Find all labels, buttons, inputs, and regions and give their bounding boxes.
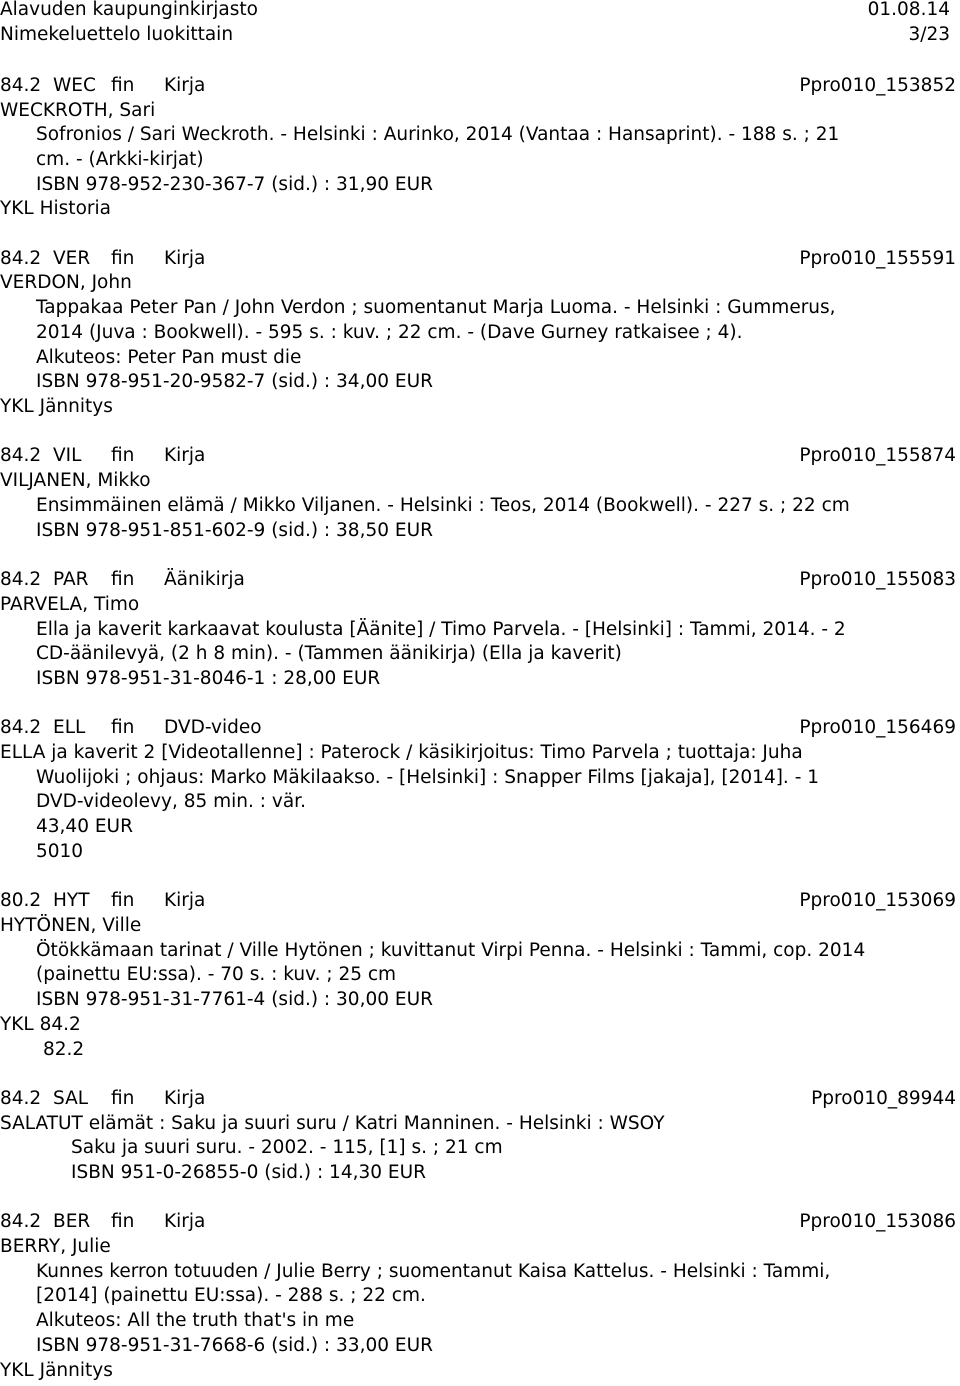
description-line: Saku ja suuri suru. - 2002. - 115, [1] s. ; 21 cm: [71, 1137, 503, 1158]
class-number: 84.2: [0, 445, 42, 466]
record-heading: [0, 1087, 960, 1112]
record-id: Ppro010_156469: [799, 717, 956, 738]
isbn-line: ISBN 978-951-31-8046-1 : 28,00 EUR: [36, 668, 381, 689]
record-id: Ppro010_155083: [799, 569, 956, 590]
library-name: Alavuden kaupunginkirjasto: [0, 0, 258, 20]
record-heading: [0, 247, 960, 272]
ykl-class: YKL Historia: [0, 198, 111, 219]
header-row-1: [0, 0, 960, 23]
author: WECKROTH, Sari: [0, 100, 156, 121]
record-id: Ppro010_155874: [799, 445, 956, 466]
description-line: [2014] (painettu EU:ssa). - 288 s. ; 22 cm.: [36, 1285, 426, 1306]
material-type: DVD-video: [164, 717, 262, 738]
shelf-code: ELL: [53, 717, 86, 738]
author: BERRY, Julie: [0, 1236, 111, 1257]
material-type: Kirja: [164, 890, 206, 911]
class-number: 84.2: [0, 75, 42, 96]
description-line: Ella ja kaverit karkaavat koulusta [Äänite] / Timo Parvela. - [Helsinki] : Tammi, 2014. - 2: [36, 619, 846, 640]
isbn-line: ISBN 978-951-31-7761-4 (sid.) : 30,00 EUR: [36, 989, 433, 1010]
list-title: Nimekeluettelo luokittain: [0, 24, 234, 45]
isbn-line: ISBN 978-952-230-367-7 (sid.) : 31,90 EUR: [36, 174, 433, 195]
title-entry: SALATUT elämät : Saku ja suuri suru / Katri Manninen. - Helsinki : WSOY: [0, 1113, 665, 1134]
material-type: Kirja: [164, 1211, 206, 1232]
print-date: 01.08.14: [867, 0, 950, 20]
record-id: Ppro010_153852: [799, 75, 956, 96]
shelf-code: SAL: [53, 1088, 89, 1109]
material-type: Kirja: [164, 445, 206, 466]
class-number: 84.2: [0, 569, 42, 590]
description-line: Ensimmäinen elämä / Mikko Viljanen. - Helsinki : Teos, 2014 (Bookwell). - 227 s. ; 22 cm: [36, 495, 850, 516]
record-id: Ppro010_155591: [799, 248, 956, 269]
header-row-2: [0, 23, 960, 48]
shelf-code: VIL: [53, 445, 82, 466]
description-line: Ötökkämaan tarinat / Ville Hytönen ; kuvittanut Virpi Penna. - Helsinki : Tammi, cop. 2014: [36, 940, 866, 961]
isbn-line: ISBN 951-0-26855-0 (sid.) : 14,30 EUR: [71, 1162, 426, 1183]
ean-line: 5010: [36, 841, 84, 862]
description-line: 2014 (Juva : Bookwell). - 595 s. : kuv. ; 22 cm. - (Dave Gurney ratkaisee ; 4).: [36, 322, 743, 343]
record-heading: [0, 568, 960, 593]
ykl-class: YKL 84.2: [0, 1014, 81, 1035]
description-line: CD-äänilevyä, (2 h 8 min). - (Tammen äänikirja) (Ella ja kaverit): [36, 643, 622, 664]
material-type: Kirja: [164, 248, 206, 269]
description-line: DVD-videolevy, 85 min. : vär.: [36, 791, 306, 812]
record-heading: [0, 716, 960, 741]
record-id: Ppro010_153069: [799, 890, 956, 911]
description-line: Sofronios / Sari Weckroth. - Helsinki : Aurinko, 2014 (Vantaa : Hansaprint). - 188 s. ; 21: [36, 124, 840, 145]
isbn-line: ISBN 978-951-20-9582-7 (sid.) : 34,00 EUR: [36, 371, 433, 392]
language: fin: [111, 248, 135, 269]
description-line: cm. - (Arkki-kirjat): [36, 149, 204, 170]
language: fin: [111, 717, 135, 738]
language: fin: [111, 75, 135, 96]
description-line: Kunnes kerron totuuden / Julie Berry ; suomentanut Kaisa Kattelus. - Helsinki : Tammi,: [36, 1261, 831, 1282]
class-number: 84.2: [0, 248, 42, 269]
record-id: Ppro010_153086: [799, 1211, 956, 1232]
title-entry: ELLA ja kaverit 2 [Videotallenne] : Paterock / käsikirjoitus: Timo Parvela ; tuottaja: Juha: [0, 742, 803, 763]
language: fin: [111, 890, 135, 911]
shelf-code: BER: [53, 1211, 91, 1232]
ykl-class-secondary: 82.2: [43, 1039, 85, 1060]
record-heading: [0, 444, 960, 469]
material-type: Kirja: [164, 1088, 206, 1109]
class-number: 84.2: [0, 1088, 42, 1109]
record-id: Ppro010_89944: [811, 1088, 956, 1109]
original-title: Alkuteos: All the truth that's in me: [36, 1310, 355, 1331]
shelf-code: WEC: [53, 75, 96, 96]
isbn-line: ISBN 978-951-851-602-9 (sid.) : 38,50 EUR: [36, 520, 433, 541]
record-heading: [0, 1210, 960, 1235]
shelf-code: HYT: [53, 890, 90, 911]
ykl-class: YKL Jännitys: [0, 396, 113, 417]
price-line: 43,40 EUR: [36, 816, 133, 837]
class-number: 84.2: [0, 1211, 42, 1232]
language: fin: [111, 1211, 135, 1232]
class-number: 84.2: [0, 717, 42, 738]
shelf-code: PAR: [53, 569, 89, 590]
shelf-code: VER: [53, 248, 91, 269]
original-title: Alkuteos: Peter Pan must die: [36, 347, 302, 368]
description-line: Tappakaa Peter Pan / John Verdon ; suomentanut Marja Luoma. - Helsinki : Gummerus,: [36, 297, 836, 318]
language: fin: [111, 1088, 135, 1109]
language: fin: [111, 445, 135, 466]
isbn-line: ISBN 978-951-31-7668-6 (sid.) : 33,00 EUR: [36, 1335, 433, 1356]
page-number: 3/23: [908, 24, 950, 45]
author: PARVELA, Timo: [0, 594, 140, 615]
record-heading: [0, 74, 960, 99]
description-line: (painettu EU:ssa). - 70 s. : kuv. ; 25 cm: [36, 964, 397, 985]
material-type: Kirja: [164, 75, 206, 96]
ykl-class: YKL Jännitys: [0, 1360, 113, 1381]
author: VILJANEN, Mikko: [0, 470, 151, 491]
class-number: 80.2: [0, 890, 42, 911]
author: HYTÖNEN, Ville: [0, 915, 142, 936]
material-type: Äänikirja: [164, 569, 245, 590]
record-heading: [0, 889, 960, 914]
author: VERDON, John: [0, 272, 132, 293]
language: fin: [111, 569, 135, 590]
description-line: Wuolijoki ; ohjaus: Marko Mäkilaakso. - [Helsinki] : Snapper Films [jakaja], [2014]. - 1: [36, 767, 820, 788]
